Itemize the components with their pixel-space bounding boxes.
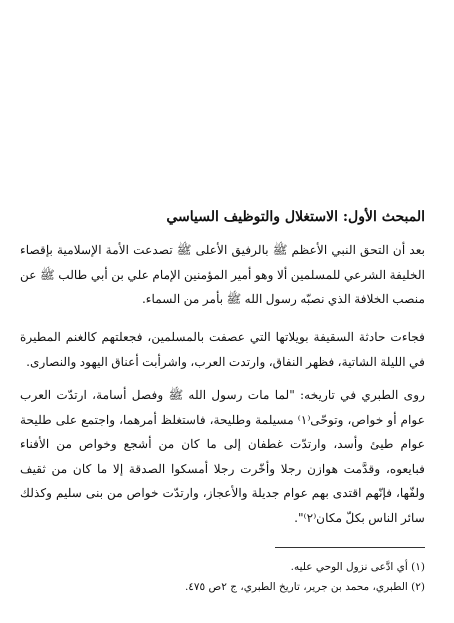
footnote-1: (١) أي ادَّعى نزول الوحي عليه.	[290, 561, 425, 573]
section-heading: المبحث الأول: الاستغلال والتوظيف السياسي	[166, 209, 425, 225]
paragraph-1: بعد أن التحق النبي الأعظم ﷺ بالرفيق الأعلى ﷺ تصدعت الأمة الإسلامية بإقصاء الخليفة الشرعي للمسلمين ألا وهو أمير المؤمنين الإمام علي بن أبي طالب ﷺ عن منصب الخلافة الذي نصبّه رسول الله ﷺ بأمر من السماء.	[20, 243, 425, 306]
paragraph-2: فجاءت حادثة السقيفة بويلاتها التي عصفت بالمسلمين، فجعلتهم كالغنم المطيرة في الليلة الشاتية، فظهر النفاق، وارتدت العرب، واشرأبت أعناق اليهود والنصارى.	[20, 330, 425, 369]
footnote-divider	[275, 547, 425, 548]
footnote-2: (٢) الطبري، محمد بن جرير، تاريخ الطبري، ج ٢ص ٤٧٥.	[184, 581, 425, 593]
paragraph-3: روى الطبري في تاريخه: "لما مات رسول الله ﷺ وفصل أسامة، ارتدّت العرب عوام أو خواص، وتوحّى⁽١⁾ مسيلمة وطليحة، فاستغلظ أمرهما، واجتمع على طليحة عوام طيئ وأسد، وارتدّت غطفان إلى ما كان من أشجع وخواص من الأفناء فبايعوه، وقدَّمت هوازن رجلا وأخّرت رجلا أمسكوا الصدقة إلا ما كان من ثقيف ولفّها، فإنّهم اقتدى بهم عوام جديلة والأعجاز، وارتدّت خواص من بنى سليم وكذلك سائر الناس بكلّ مكان⁽٢⁾".	[20, 388, 425, 525]
